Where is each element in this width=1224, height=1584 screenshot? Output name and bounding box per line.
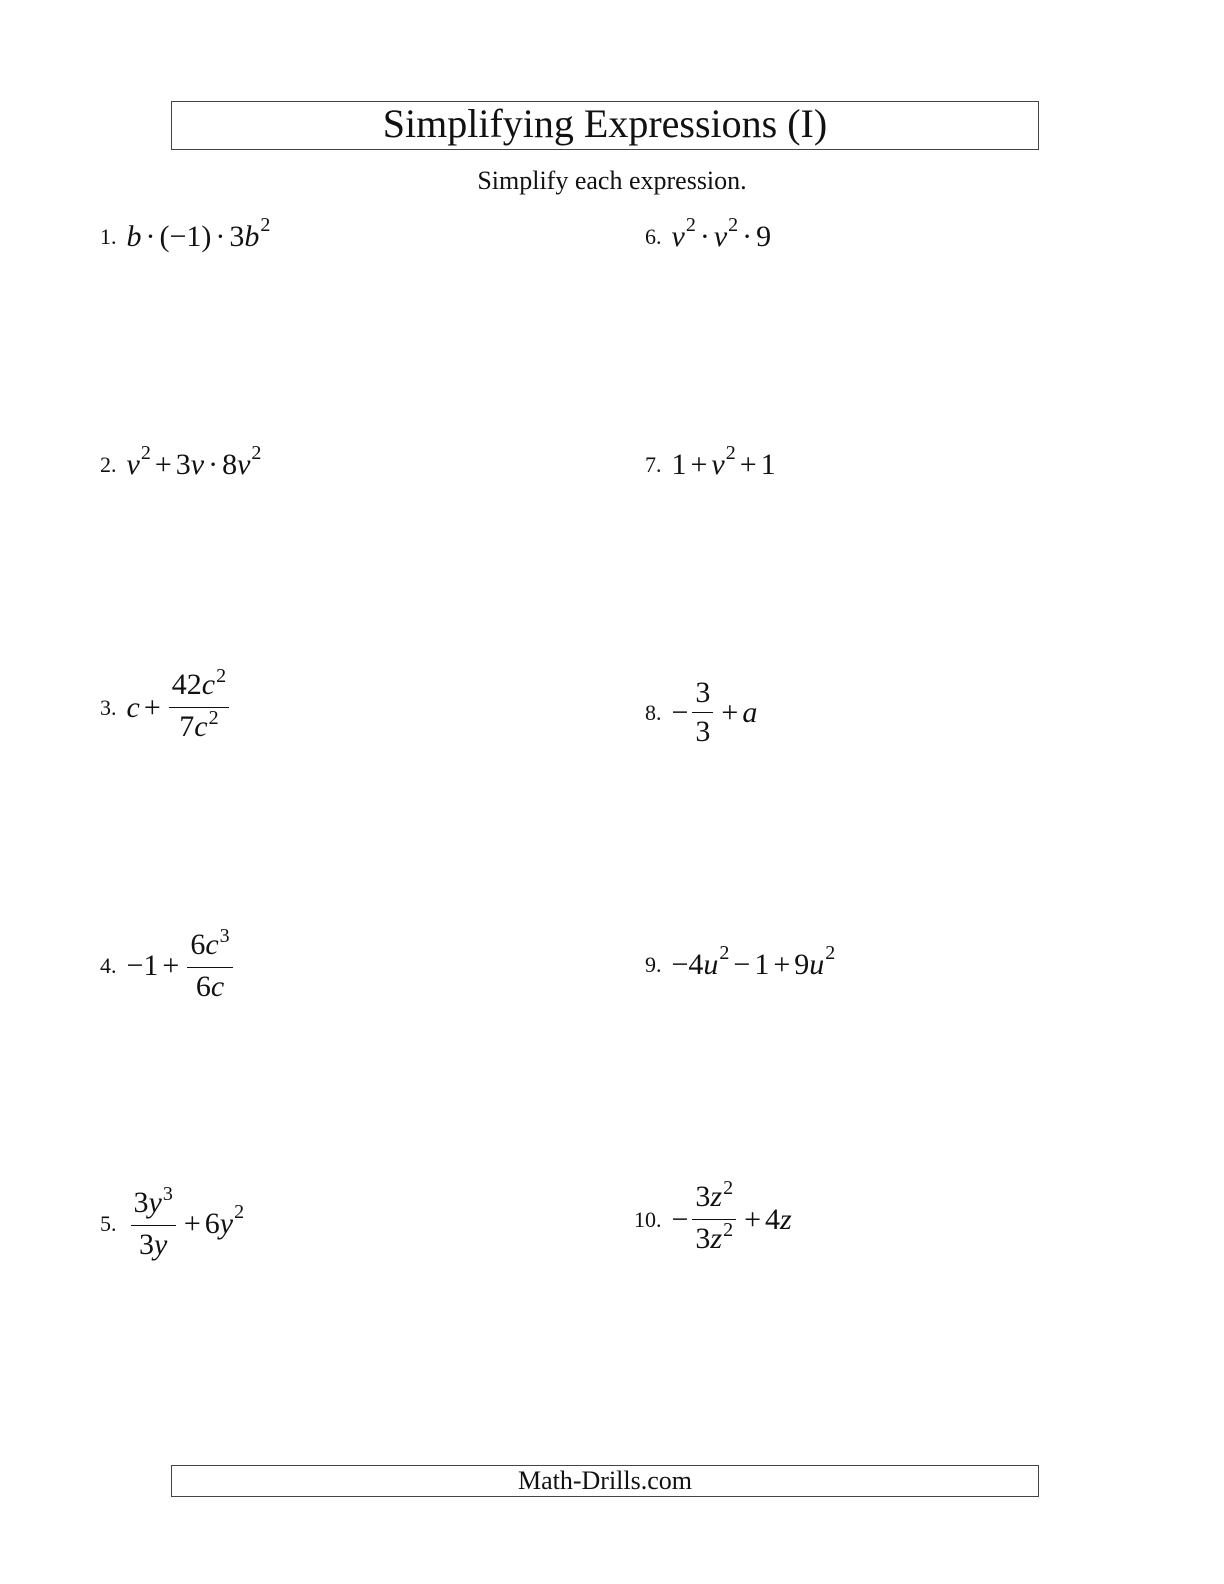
problem-5 bbox=[100, 1183, 245, 1262]
problem-4 bbox=[100, 925, 237, 1004]
problem-number: 2. bbox=[100, 452, 117, 477]
problem-6 bbox=[645, 213, 772, 254]
footer-text: Math-Drills.com bbox=[517, 1466, 693, 1495]
problem-expression: −4 u $^2$ − 1 + 9 u $^2$ bbox=[671, 941, 836, 981]
problem-2 bbox=[100, 441, 262, 482]
problem-3 bbox=[100, 665, 233, 747]
problem-expression: v $^2$ · v $^2$ · 9 bbox=[671, 213, 772, 253]
problem-number: 10. bbox=[634, 1206, 662, 1232]
problem-number: 9. bbox=[645, 952, 662, 977]
fraction: $\frac{3z^2}{3z^2}$ bbox=[692, 1180, 736, 1259]
problem-expression: $\frac{3y^3}{3y}$ + 6 y $^2$ bbox=[127, 1186, 245, 1262]
fraction: $\frac{3y^3}{3y}$ bbox=[131, 1186, 176, 1262]
problem-7 bbox=[645, 441, 776, 482]
problem-number: 6. bbox=[645, 224, 662, 249]
problem-expression: −1 + $\frac{6c^3}{6c}$ bbox=[127, 928, 237, 1004]
worksheet-title-box bbox=[171, 101, 1039, 150]
instructions: Simplify each expression. bbox=[477, 166, 747, 195]
problem-number: 3. bbox=[100, 694, 117, 720]
problem-number: 4. bbox=[100, 953, 117, 978]
problem-expression: v $^2$ + 3 v · 8 v $^2$ bbox=[126, 441, 262, 481]
problem-expression: − $\frac{3}{3}$ + a bbox=[671, 676, 758, 748]
problem-8 bbox=[645, 676, 757, 749]
problem-expression: c + $\frac{42c^2}{7c^2}$ bbox=[127, 668, 234, 747]
fraction: $\frac{42c^2}{7c^2}$ bbox=[169, 668, 229, 747]
fraction: $\frac{6c^3}{6c}$ bbox=[187, 928, 232, 1004]
problem-9 bbox=[645, 941, 836, 982]
problem-10 bbox=[634, 1177, 792, 1259]
problem-1 bbox=[100, 213, 271, 254]
problem-expression: − $\frac{3z^2}{3z^2}$ + 4 z bbox=[672, 1180, 792, 1259]
problem-number: 8. bbox=[645, 699, 662, 725]
problem-number: 5. bbox=[100, 1211, 117, 1236]
problem-expression: b · (−1) · 3 b $^2$ bbox=[126, 213, 271, 253]
problem-number: 7. bbox=[645, 452, 662, 477]
worksheet-title: Simplifying Expressions (I) bbox=[382, 101, 828, 146]
fraction: $\frac{3}{3}$ bbox=[692, 676, 713, 749]
problem-expression: 1 + v $^2$ + 1 bbox=[671, 441, 776, 481]
footer-box bbox=[171, 1465, 1039, 1497]
problem-number: 1. bbox=[100, 224, 117, 249]
